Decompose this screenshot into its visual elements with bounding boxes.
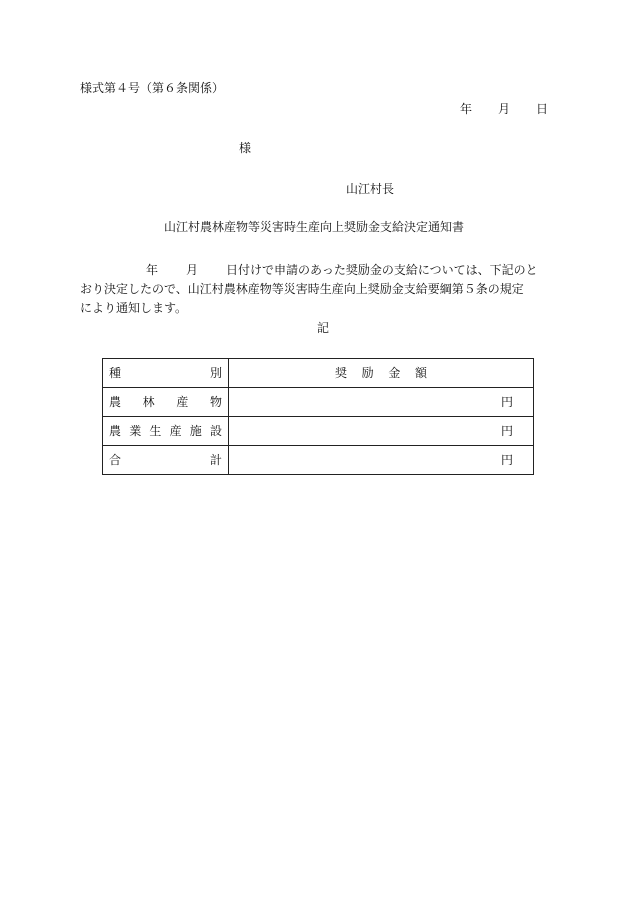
yen-unit-label: 円 (500, 453, 513, 467)
table-row (103, 446, 534, 475)
date-month-label: 月 (498, 102, 511, 116)
category-char: 産 (176, 395, 189, 409)
amount-header-char: 奨 (335, 366, 348, 380)
category-char: 農 (109, 395, 122, 409)
document-title: 山江村農林産物等災害時生産向上奨励金支給決定通知書 (164, 220, 465, 234)
amount-header-char: 励 (361, 366, 374, 380)
category-cell (103, 388, 229, 417)
yen-unit-label: 円 (500, 395, 513, 409)
body-line-3: により通知します。 (80, 301, 188, 315)
date-year-label: 年 (460, 102, 473, 116)
issuer-name: 山江村長 (346, 182, 395, 196)
body-line-1-text: 日付けで申請のあった奨励金の支給については、下記のと (226, 263, 538, 277)
form-number: 様式第４号（第６条関係） (80, 81, 225, 95)
category-char: 施 (189, 424, 202, 438)
body-year-label: 年 (146, 263, 159, 277)
category-char: 生 (149, 424, 162, 438)
category-char: 計 (209, 453, 222, 467)
category-char: 林 (142, 395, 155, 409)
category-char: 農 (109, 424, 122, 438)
yen-unit-label: 円 (500, 424, 513, 438)
amount-input-cell[interactable] (229, 417, 534, 446)
amount-header-char: 額 (414, 366, 427, 380)
category-char: 設 (209, 424, 222, 438)
ki-heading: 記 (317, 321, 330, 335)
amount-header-cell (229, 359, 534, 388)
category-header-char: 別 (209, 366, 222, 380)
amount-input-cell[interactable] (229, 388, 534, 417)
table-row (103, 388, 534, 417)
category-cell (103, 446, 229, 475)
grant-amount-table (102, 358, 534, 475)
category-char: 合 (109, 453, 122, 467)
body-line-2: おり決定したので、山江村農林産物等災害時生産向上奨励金支給要綱第５条の規定 (80, 282, 524, 296)
category-char: 産 (169, 424, 182, 438)
body-month-label: 月 (186, 263, 199, 277)
category-header-char: 種 (109, 366, 122, 380)
category-char: 業 (129, 424, 142, 438)
date-line (460, 103, 548, 115)
table-header-row (103, 359, 534, 388)
category-cell (103, 417, 229, 446)
table-row (103, 417, 534, 446)
category-char: 物 (209, 395, 222, 409)
addressee-suffix: 様 (239, 141, 252, 155)
category-header-cell (103, 359, 229, 388)
body-line-1 (80, 264, 538, 276)
amount-header-char: 金 (388, 366, 401, 380)
date-day-label: 日 (536, 102, 549, 116)
amount-input-cell[interactable] (229, 446, 534, 475)
